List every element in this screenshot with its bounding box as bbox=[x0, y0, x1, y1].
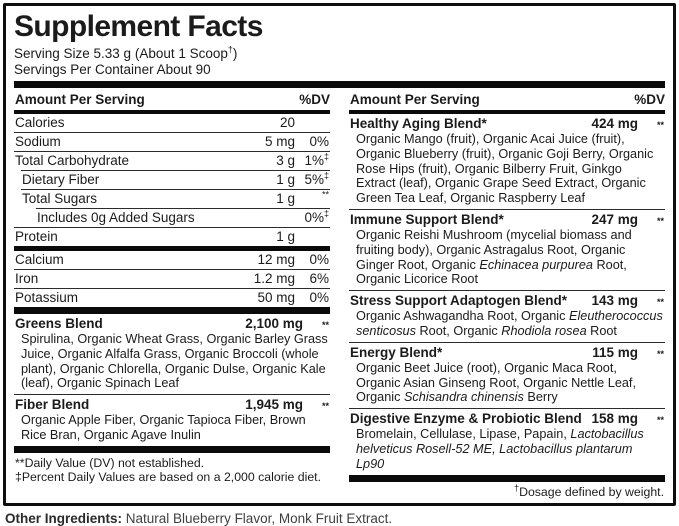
blend-energy bbox=[349, 343, 665, 408]
nutrient-amount: 12 mg bbox=[257, 252, 295, 267]
nutrient-row-calcium bbox=[14, 251, 330, 269]
thick-divider bbox=[14, 446, 330, 453]
other-ingredients-text: Natural Blueberry Flavor, Monk Fruit Extract. bbox=[122, 510, 393, 526]
blend-stress-support bbox=[349, 291, 665, 342]
nutrient-label: Iron bbox=[15, 272, 39, 286]
nutrient-amount: 1 g bbox=[276, 191, 295, 206]
footnote-percent-dv: ‡Percent Daily Values are based on a 2,000 calorie diet. bbox=[15, 469, 322, 484]
nutrient-dv: 6% bbox=[309, 271, 329, 286]
thick-divider bbox=[349, 475, 665, 482]
blend-header: Digestive Enzyme & Probiotic Blend 158 mg ** bbox=[350, 411, 664, 427]
label-columns bbox=[14, 89, 665, 500]
blend-amount: 143 mg bbox=[591, 293, 638, 309]
thick-divider bbox=[14, 307, 330, 314]
footnote-dosage: †Dosage defined by weight. bbox=[514, 482, 664, 499]
left-column bbox=[14, 89, 330, 500]
nutrient-label: Potassium bbox=[15, 291, 79, 305]
amount-per-serving-heading: Amount Per Serving bbox=[15, 92, 145, 107]
nutrient-label: Protein bbox=[15, 230, 58, 244]
blend-ingredients: Organic Apple Fiber, Organic Tapioca Fiber, Brown Rice Bran, Organic Agave Inulin bbox=[21, 413, 306, 442]
servings-per-container-line: Servings Per Container About 90 bbox=[14, 61, 211, 77]
nutrient-row-potassium bbox=[14, 289, 330, 307]
dv-heading: %DV bbox=[299, 92, 330, 107]
blend-name: Healthy Aging Blend* bbox=[350, 116, 487, 131]
nutrient-dv: 0%‡ bbox=[304, 208, 329, 225]
other-ingredients-label: Other Ingredients: bbox=[5, 510, 123, 526]
left-column-header bbox=[14, 89, 330, 110]
nutrient-dv: 5%‡ bbox=[304, 170, 329, 187]
nutrient-row-added-sugars bbox=[14, 209, 330, 227]
blend-amount: 115 mg bbox=[592, 344, 638, 360]
nutrient-row-total-sugars bbox=[14, 190, 330, 208]
blend-ingredients: Organic Mango (fruit), Organic Acai Juice (fruit), Organic Blueberry (fruit), Organic Goji Berry, Organic Rose Hips (fruit), Organic Bilberry Fruit, Ginkgo Extract (leaf), Organic Grape Seed Extract, Organic Green Tea Leaf, Organic Raspberry Leaf bbox=[356, 132, 654, 206]
dv-heading: %DV bbox=[634, 92, 665, 107]
footnotes bbox=[14, 453, 330, 485]
right-column-header bbox=[349, 89, 665, 110]
blend-ingredients: Organic Beet Juice (root), Organic Maca Root, Organic Asian Ginseng Root, Organic Nettle Leaf, Organic Schisandra chinensis Berry bbox=[356, 360, 636, 405]
blend-digestive-probiotic bbox=[349, 409, 665, 474]
blend-ingredients: Organic Ashwagandha Root, Organic Eleutherococcus senticosus Root, Organic Rhodiola rosea Root bbox=[356, 309, 663, 338]
nutrient-row-dietary-fiber bbox=[14, 171, 330, 189]
blend-header: Immune Support Blend* 247 mg ** bbox=[350, 211, 664, 227]
nutrient-amount: 20 bbox=[279, 115, 295, 130]
nutrient-amount: 3 g bbox=[276, 153, 295, 168]
nutrient-amount: 1.2 mg bbox=[253, 271, 295, 286]
blend-amount: 424 mg bbox=[591, 116, 638, 131]
nutrient-row-sodium bbox=[14, 133, 330, 151]
blend-header: Energy Blend* 115 mg ** bbox=[350, 344, 664, 360]
nutrient-label: Includes 0g Added Sugars bbox=[37, 211, 195, 225]
nutrient-amount: 1 g bbox=[276, 172, 295, 187]
other-ingredients-line bbox=[5, 511, 675, 526]
blend-name: Fiber Blend bbox=[15, 397, 90, 413]
nutrient-label: Calcium bbox=[15, 253, 64, 267]
blend-name: Energy Blend* bbox=[350, 344, 443, 360]
blend-name: Stress Support Adaptogen Blend* bbox=[350, 293, 568, 309]
nutrient-label: Calories bbox=[15, 116, 65, 130]
blend-name: Greens Blend bbox=[15, 316, 103, 331]
nutrient-dv: 0% bbox=[309, 252, 329, 267]
right-column bbox=[349, 89, 665, 500]
blend-healthy-aging bbox=[349, 114, 665, 209]
footnote-dv-not-established: **Daily Value (DV) not established. bbox=[15, 455, 205, 470]
nutrient-row-total-carbohydrate bbox=[14, 152, 330, 170]
blend-header: Stress Support Adaptogen Blend* 143 mg ** bbox=[350, 293, 664, 309]
nutrient-row-calories bbox=[14, 114, 330, 132]
nutrient-label: Total Carbohydrate bbox=[15, 154, 130, 168]
nutrient-dv: 1%‡ bbox=[304, 151, 329, 168]
blend-amount: 2,100 mg bbox=[245, 316, 303, 331]
blend-ingredients: Spirulina, Organic Wheat Grass, Organic Barley Grass Juice, Organic Alfalfa Grass, Organic Broccoli (whole plant), Organic Chlorella, Organic Dulse, Organic Kale (leaf), Organic Spinach Leaf bbox=[21, 332, 328, 391]
nutrient-dv: 0% bbox=[309, 290, 329, 305]
supplement-label-page bbox=[0, 3, 679, 526]
blend-name: Digestive Enzyme & Probiotic Blend bbox=[350, 411, 582, 427]
nutrient-row-protein bbox=[14, 228, 330, 246]
blend-header: Healthy Aging Blend* 424 mg ** bbox=[350, 116, 664, 131]
thick-divider-top bbox=[14, 81, 665, 88]
blend-header: Fiber Blend 1,945 mg ** bbox=[15, 397, 329, 413]
panel-title: Supplement Facts bbox=[14, 10, 263, 43]
nutrient-amount: 5 mg bbox=[264, 134, 295, 149]
nutrient-label: Dietary Fiber bbox=[22, 173, 100, 187]
blend-amount: 247 mg bbox=[591, 211, 638, 227]
blend-ingredients: Organic Reishi Mushroom (mycelial biomass and fruiting body), Organic Astragalus Root, Organic Ginger Root, Organic Echinacea purpurea Root, Organic Licorice Root bbox=[356, 227, 632, 287]
blend-fiber bbox=[14, 395, 330, 446]
blend-name: Immune Support Blend* bbox=[350, 211, 504, 227]
nutrient-amount: 1 g bbox=[276, 229, 295, 244]
blend-immune-support bbox=[349, 210, 665, 290]
blend-greens bbox=[14, 314, 330, 394]
serving-size-line: Serving Size 5.33 g (About 1 Scoop†) bbox=[14, 44, 238, 61]
amount-per-serving-heading: Amount Per Serving bbox=[350, 92, 480, 107]
blend-amount: 1,945 mg bbox=[245, 397, 303, 413]
nutrient-dv: 0% bbox=[309, 134, 329, 149]
nutrient-row-iron bbox=[14, 270, 330, 288]
nutrient-dv: ** bbox=[321, 189, 329, 200]
supplement-facts-panel bbox=[3, 3, 676, 506]
nutrient-label: Sodium bbox=[15, 135, 61, 149]
nutrient-amount: 50 mg bbox=[257, 290, 295, 305]
blend-amount: 158 mg bbox=[591, 411, 638, 427]
blend-ingredients: Bromelain, Cellulase, Lipase, Papain, Lactobacillus helveticus Rosell-52 ME, Lactobacillus plantarum Lp90 bbox=[356, 427, 644, 471]
blend-header: Greens Blend 2,100 mg ** bbox=[15, 316, 329, 331]
nutrient-label: Total Sugars bbox=[22, 192, 98, 206]
